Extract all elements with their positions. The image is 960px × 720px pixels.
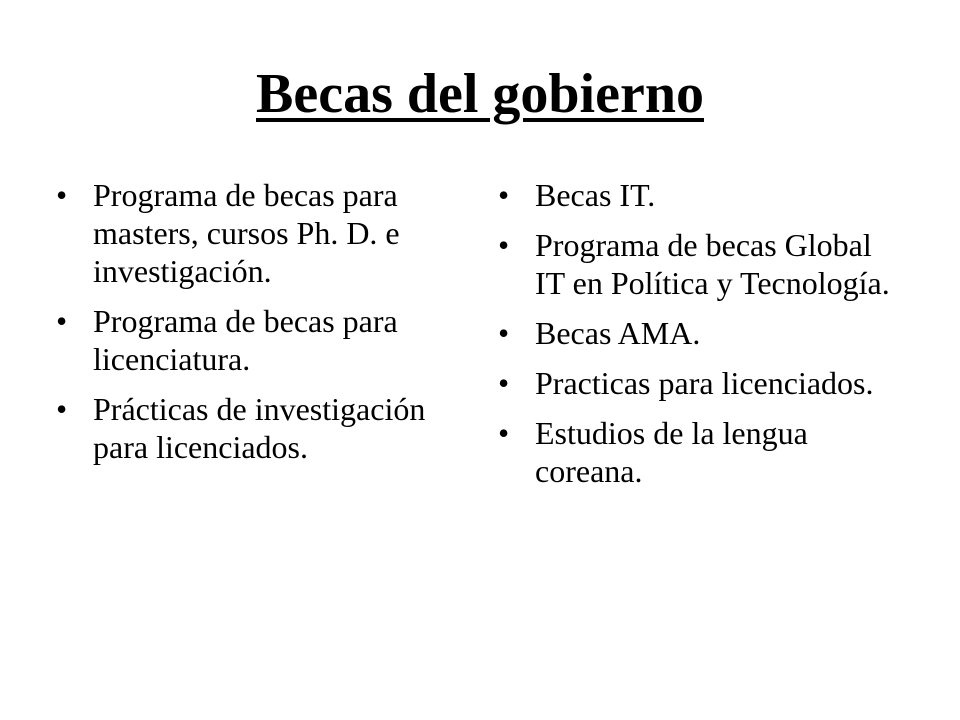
bullet-icon: • (498, 177, 510, 213)
bullet-text: Estudios de la lengua coreana. (535, 415, 808, 489)
bullet-icon: • (498, 415, 510, 451)
bullet-text: Becas AMA. (535, 315, 701, 351)
bullet-item (498, 176, 898, 214)
bullet-icon: • (56, 177, 68, 213)
right-bullet-list (498, 176, 898, 502)
bullet-text: Prácticas de investigación para licenciados. (93, 391, 426, 465)
bullet-item (498, 414, 898, 490)
bullet-icon: • (498, 227, 510, 263)
slide-title-text: Becas del gobierno (256, 63, 704, 125)
bullet-item (56, 176, 456, 290)
bullet-text: Becas IT. (535, 177, 656, 213)
bullet-item (56, 302, 456, 378)
bullet-text: Programa de becas para licenciatura. (93, 303, 398, 377)
bullet-item (498, 364, 898, 402)
slide-title (0, 62, 960, 126)
bullet-item (56, 390, 456, 466)
bullet-text: Practicas para licenciados. (535, 365, 874, 401)
bullet-item (498, 226, 898, 302)
bullet-item (498, 314, 898, 352)
left-bullet-list (56, 176, 456, 478)
bullet-icon: • (498, 315, 510, 351)
bullet-text: Programa de becas para masters, cursos Ph. D. e investigación. (93, 177, 400, 289)
bullet-icon: • (498, 365, 510, 401)
bullet-icon: • (56, 391, 68, 427)
bullet-text: Programa de becas Global IT en Política y Tecnología. (535, 227, 890, 301)
bullet-icon: • (56, 303, 68, 339)
